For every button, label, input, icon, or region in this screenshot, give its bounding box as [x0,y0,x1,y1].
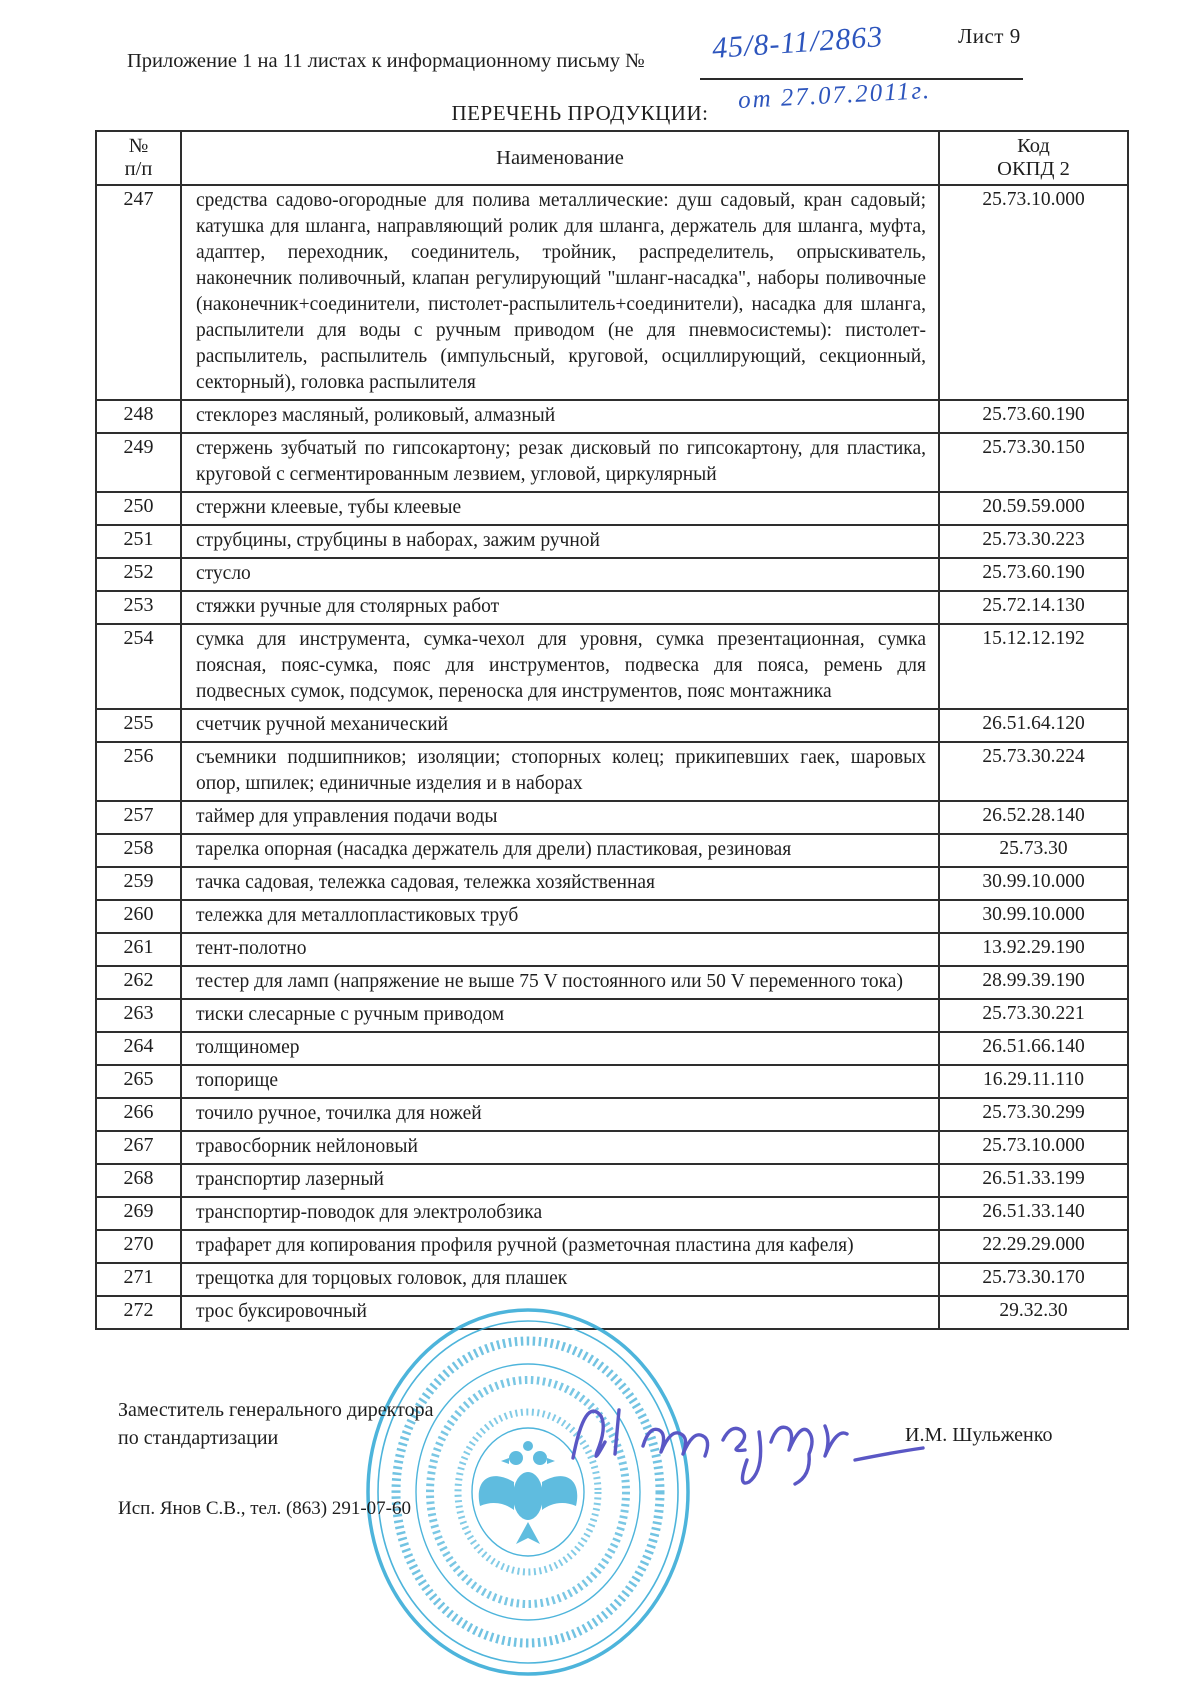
appendix-reference-line: Приложение 1 на 11 листах к информационному письму № [127,50,645,72]
header-num [96,131,181,185]
row-number-cell: 272 [96,1296,181,1329]
row-number-cell: 249 [96,433,181,492]
table-row [96,624,1128,709]
row-code-cell: 26.52.28.140 [939,801,1128,834]
row-name-cell: тележка для металлопластиковых труб [181,900,939,933]
table-row [96,1032,1128,1065]
row-code-cell: 25.73.30.150 [939,433,1128,492]
table-row [96,1098,1128,1131]
handwritten-letter-number: 45/8-11/2863 [711,20,885,65]
product-table-header [96,131,1128,185]
row-name-cell: трос буксировочный [181,1296,939,1329]
header-name: Наименование [181,131,939,185]
row-number-cell: 248 [96,400,181,433]
row-name-cell: трафарет для копирования профиля ручной (разметочная пластина для кафеля) [181,1230,939,1263]
row-code-cell: 16.29.11.110 [939,1065,1128,1098]
row-code-cell: 25.73.30.299 [939,1098,1128,1131]
row-number-cell: 256 [96,742,181,801]
signatory-title-line1: Заместитель генерального директора [118,1399,434,1421]
executor-contact-line: Исп. Янов С.В., тел. (863) 291-07-60 [118,1498,412,1519]
row-name-cell: трещотка для торцовых головок, для плашек [181,1263,939,1296]
table-row [96,492,1128,525]
table-row [96,525,1128,558]
table-row [96,966,1128,999]
row-number-cell: 257 [96,801,181,834]
table-row [96,558,1128,591]
row-name-cell: стержни клеевые, тубы клеевые [181,492,939,525]
row-code-cell: 25.72.14.130 [939,591,1128,624]
row-name-cell: счетчик ручной механический [181,709,939,742]
row-code-cell: 26.51.33.199 [939,1164,1128,1197]
row-name-cell: стеклорез масляный, роликовый, алмазный [181,400,939,433]
row-code-cell: 30.99.10.000 [939,867,1128,900]
table-row [96,1131,1128,1164]
row-code-cell: 15.12.12.192 [939,624,1128,709]
table-row [96,1065,1128,1098]
table-row [96,1230,1128,1263]
row-number-cell: 263 [96,999,181,1032]
row-number-cell: 261 [96,933,181,966]
row-code-cell: 25.73.30.221 [939,999,1128,1032]
table-row [96,1164,1128,1197]
row-code-cell: 26.51.64.120 [939,709,1128,742]
row-name-cell: травосборник нейлоновый [181,1131,939,1164]
row-name-cell: точило ручное, точилка для ножей [181,1098,939,1131]
row-code-cell: 26.51.33.140 [939,1197,1128,1230]
row-name-cell: сумка для инструмента, сумка-чехол для уровня, сумка презентационная, сумка поясная, пояс-сумка, пояс для инструментов, подвеска для пояса, ремень для подвесных сумок, подсумок, переноска для инструментов, пояс монтажника [181,624,939,709]
row-code-cell: 25.73.30.170 [939,1263,1128,1296]
signatory-title [118,1396,434,1452]
product-table [95,130,1129,1330]
row-number-cell: 269 [96,1197,181,1230]
row-number-cell: 268 [96,1164,181,1197]
signatory-name: И.М. Шульженко [905,1424,1053,1446]
row-code-cell: 25.73.60.190 [939,400,1128,433]
row-name-cell: струбцины, струбцины в наборах, зажим ручной [181,525,939,558]
row-name-cell: толщиномер [181,1032,939,1065]
table-row [96,433,1128,492]
row-name-cell: тачка садовая, тележка садовая, тележка хозяйственная [181,867,939,900]
table-row [96,801,1128,834]
row-code-cell: 25.73.30.224 [939,742,1128,801]
header-code-line1: Код [1017,135,1050,157]
row-code-cell: 30.99.10.000 [939,900,1128,933]
row-number-cell: 259 [96,867,181,900]
table-row [96,1263,1128,1296]
row-code-cell: 25.73.10.000 [939,185,1128,400]
row-number-cell: 258 [96,834,181,867]
header-code-line2: ОКПД 2 [997,158,1070,180]
table-row [96,709,1128,742]
table-row [96,867,1128,900]
row-number-cell: 252 [96,558,181,591]
row-number-cell: 260 [96,900,181,933]
header-code [939,131,1128,185]
row-number-cell: 262 [96,966,181,999]
signatory-title-line2: по стандартизации [118,1427,279,1449]
page-title: ПЕРЕЧЕНЬ ПРОДУКЦИИ: [451,101,709,125]
row-name-cell: транспортир лазерный [181,1164,939,1197]
row-name-cell: стусло [181,558,939,591]
row-number-cell: 253 [96,591,181,624]
row-number-cell: 267 [96,1131,181,1164]
row-name-cell: таймер для управления подачи воды [181,801,939,834]
row-code-cell: 13.92.29.190 [939,933,1128,966]
table-row [96,742,1128,801]
row-number-cell: 264 [96,1032,181,1065]
row-name-cell: средства садово-огородные для полива металлические: душ садовый, кран садовый; катушка для шланга, направляющий ролик для шланга, держатель для шланга, муфта, адаптер, переходник, соединитель, тройник, распределитель, опрыскиватель, наконечник поливочный, клапан регулирующий "шланг-насадка", наборы поливочные (наконечник+соединители, пистолет-распылитель+соединители), насадка для шланга, распылители для воды с ручным приводом (не для пневмосистемы): пистолет-распылитель, распылитель (импульсный, круговой, осциллирующий, секционный, секторный), головка распылителя [181,185,939,400]
row-number-cell: 265 [96,1065,181,1098]
row-code-cell: 25.73.30.223 [939,525,1128,558]
row-code-cell: 25.73.60.190 [939,558,1128,591]
row-name-cell: топорище [181,1065,939,1098]
row-name-cell: транспортир-поводок для электролобзика [181,1197,939,1230]
row-number-cell: 247 [96,185,181,400]
row-number-cell: 251 [96,525,181,558]
row-name-cell: стержень зубчатый по гипсокартону; резак дисковый по гипсокартону, для пластика, круговой с сегментированным лезвием, угловой, циркулярный [181,433,939,492]
header-num-line1: № [128,135,149,157]
row-code-cell: 25.73.30 [939,834,1128,867]
table-row [96,185,1128,400]
table-row [96,999,1128,1032]
row-name-cell: тент-полотно [181,933,939,966]
table-row [96,1197,1128,1230]
row-number-cell: 255 [96,709,181,742]
row-number-cell: 254 [96,624,181,709]
row-code-cell: 25.73.10.000 [939,1131,1128,1164]
row-name-cell: съемники подшипников; изоляции; стопорных колец; прикипевших гаек, шаровых опор, шпилек; единичные изделия и в наборах [181,742,939,801]
sheet-number-label: Лист 9 [958,24,1021,48]
table-row [96,900,1128,933]
header-row [96,131,1128,185]
row-name-cell: тарелка опорная (насадка держатель для дрели) пластиковая, резиновая [181,834,939,867]
row-name-cell: тиски слесарные с ручным приводом [181,999,939,1032]
row-number-cell: 271 [96,1263,181,1296]
table-row [96,400,1128,433]
row-code-cell: 22.29.29.000 [939,1230,1128,1263]
header-num-line2: п/п [124,158,153,180]
table-row [96,933,1128,966]
row-number-cell: 270 [96,1230,181,1263]
row-code-cell: 26.51.66.140 [939,1032,1128,1065]
row-name-cell: стяжки ручные для столярных работ [181,591,939,624]
handwritten-letter-date: от 27.07.2011г. [737,76,932,115]
row-number-cell: 250 [96,492,181,525]
row-code-cell: 20.59.59.000 [939,492,1128,525]
product-table-body [96,185,1128,1329]
row-name-cell: тестер для ламп (напряжение не выше 75 V постоянного или 50 V переменного тока) [181,966,939,999]
row-code-cell: 29.32.30 [939,1296,1128,1329]
table-row [96,591,1128,624]
table-row [96,834,1128,867]
row-number-cell: 266 [96,1098,181,1131]
row-code-cell: 28.99.39.190 [939,966,1128,999]
